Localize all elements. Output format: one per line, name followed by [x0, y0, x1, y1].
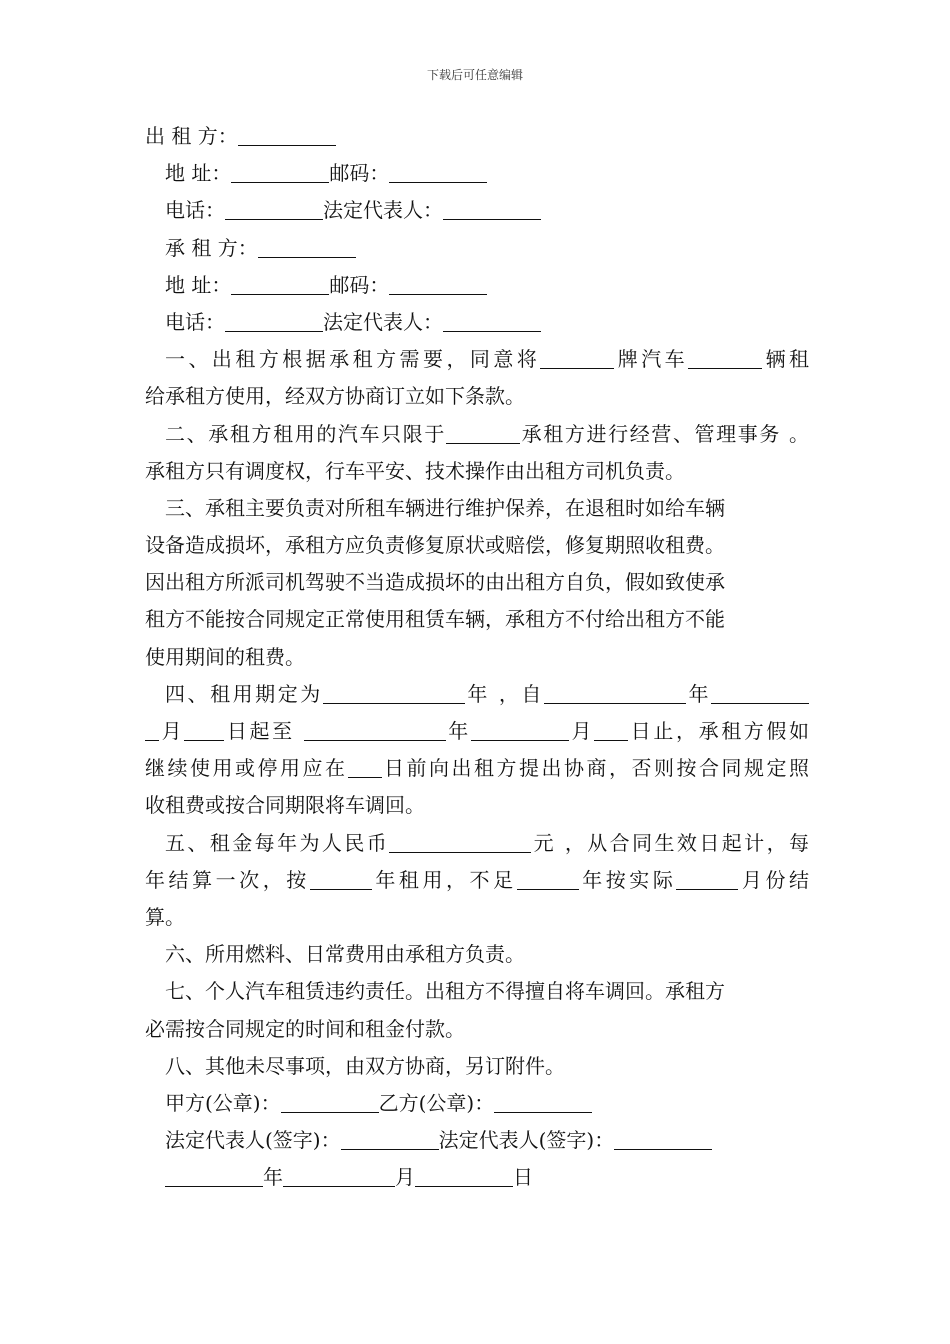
start-month-blank: [711, 683, 809, 704]
party-b-seal-label: 乙方(公章)：: [378, 1090, 495, 1115]
vehicle-count-blank: [688, 348, 762, 369]
lessor-blank: [238, 125, 336, 146]
legal-rep-label: 法定代表人：: [323, 198, 443, 223]
lessor-address-line: [145, 155, 809, 192]
legal-rep-blank: [443, 311, 541, 332]
clause-text: 日起至: [224, 719, 304, 743]
clause-text: 辆租: [762, 347, 810, 372]
clause-text: 年 ，自: [464, 681, 544, 706]
term-years-blank: [323, 683, 465, 704]
party-b-rep-sign-blank: [614, 1129, 712, 1150]
rent-years-blank: [310, 869, 372, 890]
start-month-blank-cont: [145, 720, 159, 741]
party-a-rep-sign-label: 法定代表人(签字)：: [165, 1128, 341, 1153]
clause-3-line-1: 三、承租主要负责对所租车辆进行维护保养，在退租时如给车辆: [165, 495, 725, 520]
clause-7-line-1: 七、个人汽车租赁违约责任。出租方不得擅自将车调回。承租方: [165, 979, 725, 1004]
clause-text: 年: [445, 719, 471, 743]
clause-text: 一、出租方根据承租方需要，同意将: [165, 347, 541, 372]
clause-8: 八、其他未尽事项，由双方协商，另订附件。: [165, 1053, 565, 1078]
phone-blank: [225, 199, 323, 220]
start-year-blank: [544, 683, 686, 704]
clause-6: 六、所用燃料、日常费用由承租方负责。: [165, 942, 525, 967]
lessee-phone-line: [145, 304, 809, 341]
clause-text: 日止，承租方假如: [628, 719, 810, 743]
end-year-blank: [304, 720, 446, 741]
end-month-blank: [471, 720, 569, 741]
short-years-blank: [517, 869, 579, 890]
date-line: [145, 1159, 809, 1196]
party-a-seal-label: 甲方(公章)：: [165, 1090, 281, 1115]
sign-month-blank: [283, 1166, 395, 1187]
clause-2-line-1: [145, 416, 809, 453]
day-label: 日: [513, 1165, 533, 1190]
clause-3-line-4: 租方不能按合同规定正常使用租赁车辆，承租方不付给出租方不能: [145, 607, 725, 632]
clause-text: 月份结: [738, 867, 810, 892]
lessee-label: 承 租 方：: [165, 235, 258, 260]
contract-body: [145, 118, 809, 1196]
clause-text: 元 ，从合同生效日起计，每: [531, 830, 810, 855]
postcode-label: 邮码：: [329, 272, 390, 297]
address-label: 地 址：: [165, 272, 232, 297]
clause-2-line-2: 承租方只有调度权，行车平安、技术操作由出租方司机负责。: [145, 458, 685, 483]
phone-label: 电话：: [165, 198, 225, 223]
clause-text: 继续使用或停用应在: [145, 756, 348, 781]
page-header: 下载后可任意编辑: [426, 68, 523, 82]
rent-amount-blank: [389, 832, 531, 853]
clause-text: 月: [568, 719, 595, 743]
clause-5-line-1: [145, 825, 809, 862]
actual-months-blank: [676, 869, 738, 890]
postcode-blank: [389, 162, 487, 183]
clause-1-line-1: [145, 341, 809, 378]
clause-5-line-3: 算。: [145, 904, 185, 929]
usage-scope-blank: [446, 423, 520, 444]
clause-text: 月: [159, 719, 185, 743]
address-label: 地 址：: [165, 161, 232, 186]
plate-blank: [540, 348, 614, 369]
clause-text: 日前向出租方提出协商，否则按合同规定照: [381, 756, 809, 781]
rep-sign-line: [145, 1122, 809, 1159]
address-blank: [231, 162, 329, 183]
party-a-seal-blank: [281, 1092, 379, 1113]
postcode-label: 邮码：: [329, 161, 390, 186]
sign-year-blank: [165, 1166, 263, 1187]
lessee-blank: [258, 237, 356, 258]
party-b-seal-blank: [494, 1092, 592, 1113]
clause-7-line-2: 必需按合同规定的时间和租金付款。: [145, 1016, 465, 1041]
clause-text: 四、租用期定为: [165, 681, 323, 706]
start-day-blank: [184, 720, 224, 741]
phone-blank: [225, 311, 323, 332]
party-b-rep-sign-label: 法定代表人(签字)：: [438, 1128, 615, 1153]
legal-rep-label: 法定代表人：: [323, 309, 443, 334]
year-label: 年: [263, 1165, 283, 1190]
month-label: 月: [395, 1165, 415, 1190]
clause-text: 牌汽车: [614, 347, 689, 372]
sign-day-blank: [415, 1166, 513, 1187]
clause-3-line-5: 使用期间的租费。: [145, 644, 305, 669]
notice-days-blank: [348, 757, 382, 778]
lessee-line: [145, 230, 809, 267]
clause-3-line-3: 因出租方所派司机驾驶不当造成损坏的由出租方自负，假如致使承: [145, 570, 725, 595]
clause-text: 承租方进行经营、管理事务 。: [520, 421, 810, 446]
clause-4-line-4: 收租费或按合同期限将车调回。: [145, 793, 425, 818]
lessor-line: [145, 118, 809, 155]
clause-4-line-1: [145, 676, 809, 713]
clause-text: 年租用，不足: [371, 867, 517, 892]
clause-text: 年: [685, 681, 712, 706]
lessee-address-line: [145, 267, 809, 304]
seal-line: [145, 1085, 809, 1122]
clause-5-line-2: [145, 862, 809, 899]
clause-text: 五、租金每年为人民币: [165, 830, 390, 855]
clause-text: 年按实际: [578, 867, 677, 892]
clause-4-line-2: [145, 713, 809, 750]
phone-label: 电话：: [165, 309, 225, 334]
clause-text: 年结算一次，按: [145, 867, 310, 892]
lessor-label: 出 租 方：: [145, 124, 238, 148]
end-day-blank: [594, 720, 628, 741]
lessor-phone-line: [145, 192, 809, 229]
clause-4-line-3: [145, 750, 809, 787]
party-a-rep-sign-blank: [341, 1129, 439, 1150]
clause-1-line-2: 给承租方使用，经双方协商订立如下条款。: [145, 384, 525, 409]
postcode-blank: [389, 274, 487, 295]
legal-rep-blank: [443, 199, 541, 220]
clause-text: 二、承租方租用的汽车只限于: [165, 421, 447, 446]
clause-3-line-2: 设备造成损坏，承租方应负责修复原状或赔偿，修复期照收租费。: [145, 533, 725, 558]
address-blank: [231, 274, 329, 295]
